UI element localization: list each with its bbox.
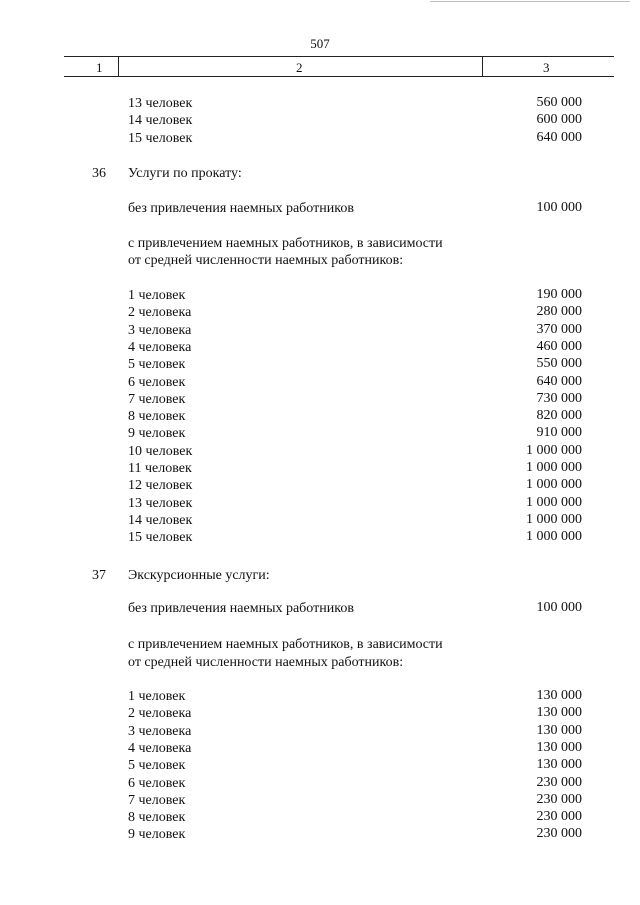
row-label: 15 человек [128,130,193,146]
no-employees-value: 100 000 [536,200,582,215]
row-label: 3 человека [128,723,192,739]
header-col-1: 1 [96,60,103,75]
section-number: 36 [92,166,106,181]
page-number: 507 [310,36,330,51]
row-value: 190 000 [536,287,582,302]
header-divider-2 [482,56,483,77]
row-label: 6 человек [128,374,186,390]
with-employees-line-2: от средней численности наемных работников: [128,253,404,268]
row-label: 4 человека [128,740,192,756]
row-value: 230 000 [536,809,582,825]
row-value: 130 000 [536,757,582,773]
row-value: 230 000 [536,774,582,790]
row-value: 130 000 [536,739,582,755]
row-label: 12 человек [128,478,193,494]
row-value: 1 000 000 [526,477,582,493]
row-value: 1 000 000 [526,511,582,527]
row-value: 640 000 [536,373,582,389]
header-bottom-border [64,76,614,77]
row-label: 2 человека [128,706,192,722]
row-label: 2 человека [128,305,192,321]
row-label: 7 человек [128,792,186,808]
row-value: 600 000 [536,112,582,128]
row-value: 230 000 [536,826,582,842]
row-value: 1 000 000 [526,442,582,458]
row-label: 7 человек [128,391,186,407]
header-col-3: 3 [543,60,550,75]
row-value: 1 000 000 [526,494,582,510]
row-label: 9 человек [128,426,186,442]
header-col-2: 2 [296,60,303,75]
row-label: 15 человек [128,530,193,546]
row-value: 820 000 [536,408,582,424]
row-value: 730 000 [536,390,582,406]
row-value: 460 000 [536,338,582,354]
row-label: 13 человек [128,495,193,511]
header-divider-1 [118,56,119,77]
section-number: 37 [92,568,106,583]
row-label: 5 человек [128,758,186,774]
row-label: 10 человек [128,443,193,459]
with-employees-line-1: с привлечением наемных работников, в зависимости [128,236,443,251]
no-employees-label: без привлечения наемных работников [128,601,354,616]
row-value: 370 000 [536,321,582,337]
row-label: 13 человек [128,96,193,111]
with-employees-line-2: от средней численности наемных работников: [128,655,404,670]
with-employees-line-1: с привлечением наемных работников, в зависимости [128,637,443,652]
row-value: 280 000 [536,304,582,320]
row-value: 1 000 000 [526,460,582,475]
row-value: 1 000 000 [526,529,582,545]
no-employees-label: без привлечения наемных работников [128,201,354,216]
section-title: Услуги по прокату: [128,166,242,181]
section-title: Экскурсионные услуги: [128,568,270,583]
row-label: 3 человека [128,322,192,338]
no-employees-value: 100 000 [536,600,582,615]
row-label: 1 человек [128,689,186,704]
row-label: 1 человек [128,288,186,303]
row-label: 8 человек [128,810,186,826]
row-value: 560 000 [536,95,582,110]
row-value: 550 000 [536,356,582,372]
row-value: 640 000 [536,129,582,145]
row-label: 4 человека [128,339,192,355]
row-label: 14 человек [128,512,193,528]
row-value: 130 000 [536,722,582,738]
row-label: 6 человек [128,775,186,791]
scan-artifact-line [430,1,630,2]
row-value: 230 000 [536,791,582,807]
row-label: 5 человек [128,357,186,373]
row-label: 11 человек [128,461,192,476]
row-value: 910 000 [536,425,582,441]
row-value: 130 000 [536,705,582,721]
row-label: 14 человек [128,113,193,129]
row-label: 8 человек [128,409,186,425]
header-top-border [64,56,614,57]
row-label: 9 человек [128,827,186,843]
row-value: 130 000 [536,688,582,703]
